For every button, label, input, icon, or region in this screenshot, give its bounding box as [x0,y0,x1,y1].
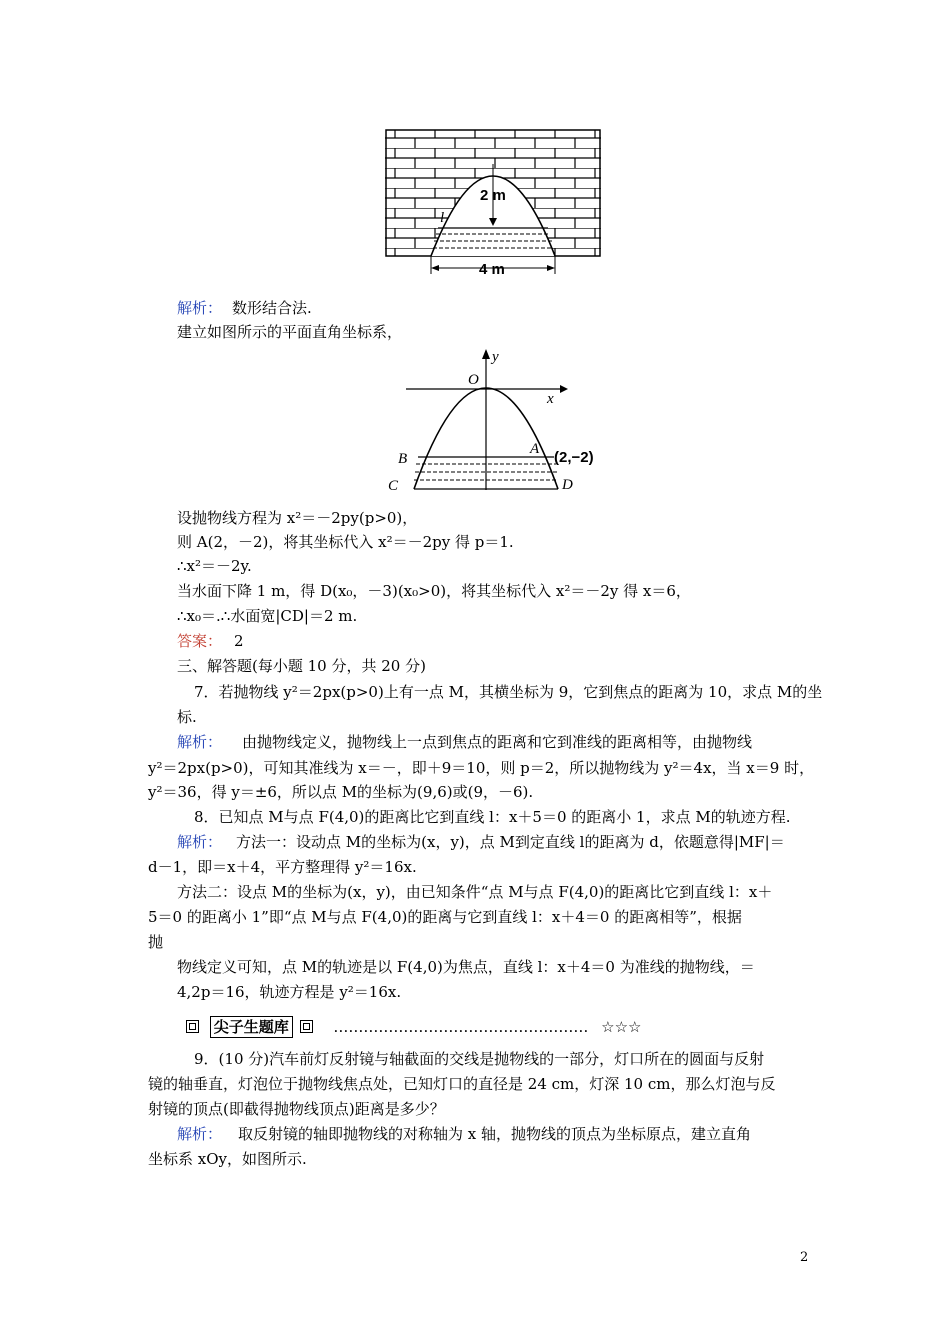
line-l-label: l [440,210,445,226]
point-b-label: B [398,451,408,467]
text-line: 设抛物线方程为 x²＝－2py(p>0)， [177,509,418,527]
y-axis-label: y [492,349,499,365]
question-9-line: 射镜的顶点(即截得抛物线顶点)距离是多少？ [148,1100,445,1118]
point-d-label: D [562,477,573,493]
text-line: 当水面下降 1 m，得 D(x₀，－3)(x₀>0)，将其坐标代入 x²＝－2y 得 x＝6， [177,582,691,600]
text-line: 坐标系 xOy，如图所示. [148,1150,307,1168]
tunnel-figure [385,128,601,276]
page-number: 2 [800,1250,809,1265]
text-line: y²＝2px(p>0)，可知其准线为 x＝－，即＋9＝10，则 p＝2，所以抛物线为 y²＝4x，当 x＝9 时， [148,759,815,777]
text-line: 5＝0 的距离小 1”即“点 M与点 F(4,0)的距离与它到直线 l：x＋4＝0 的距离相等”，根据 [148,908,742,926]
text-line: y²＝36，得 y＝±6，所以点 M的坐标为(9,6)或(9，－6). [148,783,534,801]
question-8: 8．已知点 M与点 F(4,0)的距离比它到直线 l：x＋5＝0 的距离小 1，求点 M的轨迹方程. [194,808,791,826]
text-line: ∴x₀＝.∴水面宽|CD|＝2 m. [177,607,358,625]
text-line: 物线定义可知，点 M的轨迹是以 F(4,0)为焦点，直线 l：x＋4＝0 为准线的抛物线，＝ [177,958,755,976]
analysis-9: 解析： 取反射镜的轴即抛物线的对称轴为 x 轴，抛物线的顶点为坐标原点，建立直角 [177,1125,752,1143]
width-label: 4 m [479,261,505,276]
question-7-line: 7．若抛物线 y²＝2px(p>0)上有一点 M，其横坐标为 9，它到焦点的距离为 10，求点 M的坐 [194,683,823,701]
analysis-label: 解析： [177,299,223,317]
analysis-paragraph-1: 解析： 数形结合法. [177,299,312,317]
x-axis-label: x [547,391,554,407]
origin-label: O [468,372,479,388]
text-line: ∴x²＝－2y. [177,557,252,575]
box-icon [300,1020,313,1033]
banner-title: 尖子生题库 [210,1016,293,1038]
banner [186,1016,641,1038]
question-7-line: 标. [177,708,197,726]
text-line: d－1，即＝x＋4，平方整理得 y²＝16x. [148,858,417,876]
answer-label: 答案： [177,632,223,650]
banner-stars: ☆☆☆ [601,1018,642,1036]
section-heading: 三、解答题(每小题 10 分，共 20 分) [177,657,426,675]
banner-dots: …………………………………………… [333,1018,589,1036]
text-line: 则 A(2，－2)，将其坐标代入 x²＝－2py 得 p＝1. [177,533,514,551]
question-9-line: 镜的轴垂直，灯泡位于抛物线焦点处，已知灯口的直径是 24 cm，灯深 10 cm，那么灯泡与反 [148,1075,776,1093]
box-icon [186,1020,199,1033]
text-line: 方法二：设点 M的坐标为(x，y)，由已知条件“点 M与点 F(4,0)的距离比它到直线 l：x＋ [177,883,773,901]
answer-line [177,631,244,651]
point-c-label: C [388,478,399,494]
height-label: 2 m [480,187,506,204]
coordinate-parabola-figure [384,345,610,495]
text-line: 建立如图所示的平面直角坐标系， [177,323,403,341]
analysis-8: 解析： 方法一：设动点 M的坐标为(x，y)，点 M到定直线 l的距离为 d，依题意得|MF|＝ [177,833,785,851]
text-line: 抛 [148,933,164,951]
answer-value: 2 [234,632,244,650]
point-a-label: A [530,441,540,457]
point-a-coordinates: (2,−2) [554,449,594,466]
question-9-line: 9．(10 分)汽车前灯反射镜与轴截面的交线是抛物线的一部分，灯口所在的圆面与反射 [194,1050,765,1068]
analysis-7: 解析： 由抛物线定义，抛物线上一点到焦点的距离和它到准线的距离相等，由抛物线 [177,733,753,751]
text-line: 4,2p＝16，轨迹方程是 y²＝16x. [177,983,402,1001]
